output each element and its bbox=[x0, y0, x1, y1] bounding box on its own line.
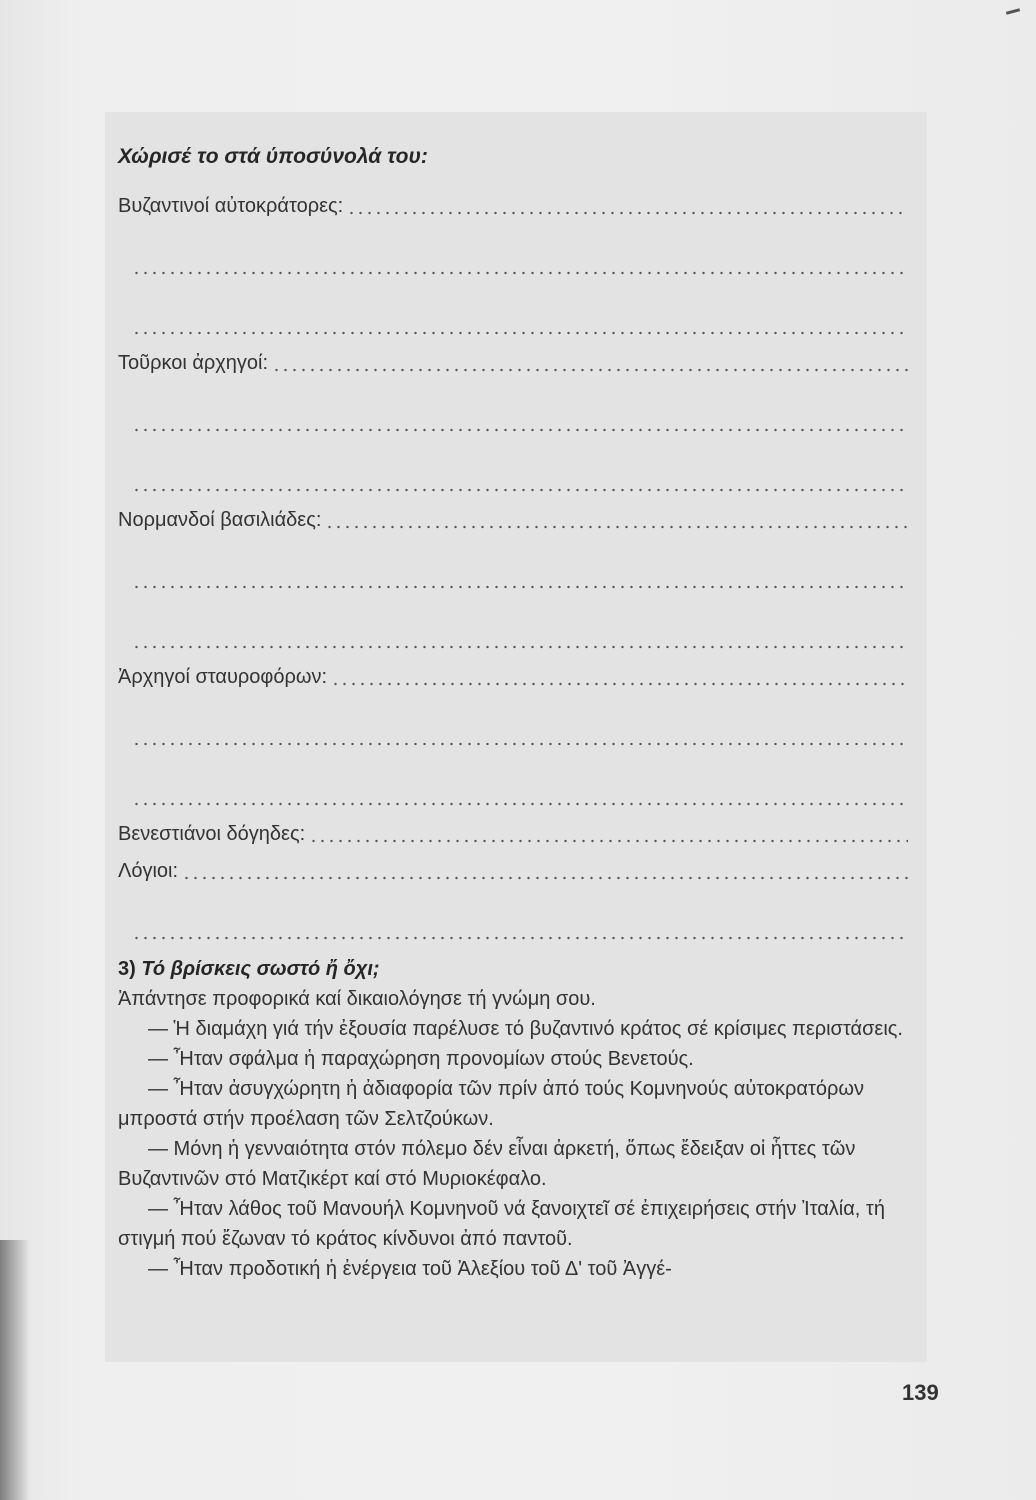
answer-line-row[interactable] bbox=[132, 781, 908, 814]
answer-line[interactable] bbox=[132, 802, 908, 806]
statement-item: — Ἦταν προδοτική ἡ ἐνέργεια τοῦ Ἀλεξίου τοῦ Δ' τοῦ Ἀγγέ- bbox=[148, 1258, 672, 1280]
answer-line-row[interactable] bbox=[132, 250, 908, 283]
answer-line-row[interactable] bbox=[132, 721, 908, 754]
answer-line[interactable] bbox=[132, 271, 908, 275]
crusader-leaders-label: Ἀρχηγοί σταυροφόρων: bbox=[118, 666, 328, 688]
answer-line[interactable] bbox=[325, 525, 908, 529]
answer-line[interactable] bbox=[132, 428, 908, 432]
venetian-doges-label: Βενεστιάνοι δόγηδες: bbox=[118, 823, 306, 845]
answer-line-row[interactable] bbox=[132, 564, 908, 597]
section-3-title bbox=[118, 954, 908, 984]
answer-line-row[interactable] bbox=[132, 624, 908, 657]
answer-line-row[interactable] bbox=[132, 467, 908, 500]
norman-kings-label: Νορμανδοί βασιλιάδες: bbox=[118, 509, 322, 531]
exercise-content bbox=[118, 140, 908, 1284]
norman-kings-row[interactable] bbox=[118, 504, 908, 537]
page-number: 139 bbox=[902, 1380, 939, 1405]
turkish-leaders-label: Τοῦρκοι ἀρχηγοί: bbox=[118, 352, 269, 374]
statement-item: — Ἦταν σφάλμα ἡ παραχώρηση προνομίων στούς Βενετούς. bbox=[148, 1048, 694, 1070]
corner-mark bbox=[1006, 8, 1020, 15]
answer-line[interactable] bbox=[331, 682, 908, 686]
answer-line[interactable] bbox=[272, 368, 908, 372]
statement-item: — Ἦταν ἀσυγχώρητη ἡ ἀδιαφορία τῶν πρίν ἀπό τούς Κομνηνούς αὐτοκρατόρων μπροστά στήν προέλαση τῶν Σελτζούκων. bbox=[118, 1078, 864, 1130]
page-edge-shadow bbox=[0, 1240, 30, 1500]
section-3-question: Τό βρίσκεις σωστό ἤ ὄχι; bbox=[141, 958, 380, 980]
byzantine-emperors-row[interactable] bbox=[118, 190, 908, 223]
exercise-heading: Χώρισέ το στά ύποσύνολά του: bbox=[118, 145, 428, 168]
answer-line[interactable] bbox=[132, 585, 908, 589]
turkish-leaders-row[interactable] bbox=[118, 347, 908, 380]
answer-line[interactable] bbox=[132, 742, 908, 746]
answer-line[interactable] bbox=[309, 839, 908, 843]
venetian-doges-row[interactable] bbox=[118, 818, 908, 851]
answer-line[interactable] bbox=[347, 211, 908, 215]
section-3-number: 3) bbox=[118, 958, 136, 980]
answer-line-row[interactable] bbox=[132, 310, 908, 343]
statement-item: — Μόνη ἡ γενναιότητα στόν πόλεμο δέν εἶναι ἀρκετή, ὅπως ἔδειξαν οἱ ἧττες τῶν Βυζαντινῶν στό Ματζικέρτ καί στό Μυριοκέφαλο. bbox=[118, 1138, 856, 1190]
statement-item: — Ἦταν λάθος τοῦ Μανουήλ Κομνηνοῦ νά ξανοιχτεῖ σέ ἐπιχειρήσεις στήν Ἰταλία, τή στιγμή πού ἔζωναν τό κράτος κίνδυνοι ἀπό παντοῦ. bbox=[118, 1198, 885, 1250]
byzantine-emperors-label: Βυζαντινοί αὐτοκράτορες: bbox=[118, 195, 344, 217]
answer-line[interactable] bbox=[132, 331, 908, 335]
section-3-instruction: Ἀπάντησε προφορικά καί δικαιολόγησε τή γνώμη σου. bbox=[118, 988, 596, 1010]
crusader-leaders-row[interactable] bbox=[118, 661, 908, 694]
answer-line-row[interactable] bbox=[132, 915, 908, 948]
answer-line[interactable] bbox=[132, 645, 908, 649]
answer-line-row[interactable] bbox=[132, 407, 908, 440]
scholars-label: Λόγιοι: bbox=[118, 860, 179, 882]
answer-line[interactable] bbox=[182, 876, 908, 880]
scholars-row[interactable] bbox=[118, 855, 908, 888]
statement-item: — Ἡ διαμάχη γιά τήν ἐξουσία παρέλυσε τό βυζαντινό κράτος σέ κρίσιμες περιστάσεις. bbox=[148, 1018, 903, 1040]
answer-line[interactable] bbox=[132, 488, 908, 492]
answer-line[interactable] bbox=[132, 936, 908, 940]
